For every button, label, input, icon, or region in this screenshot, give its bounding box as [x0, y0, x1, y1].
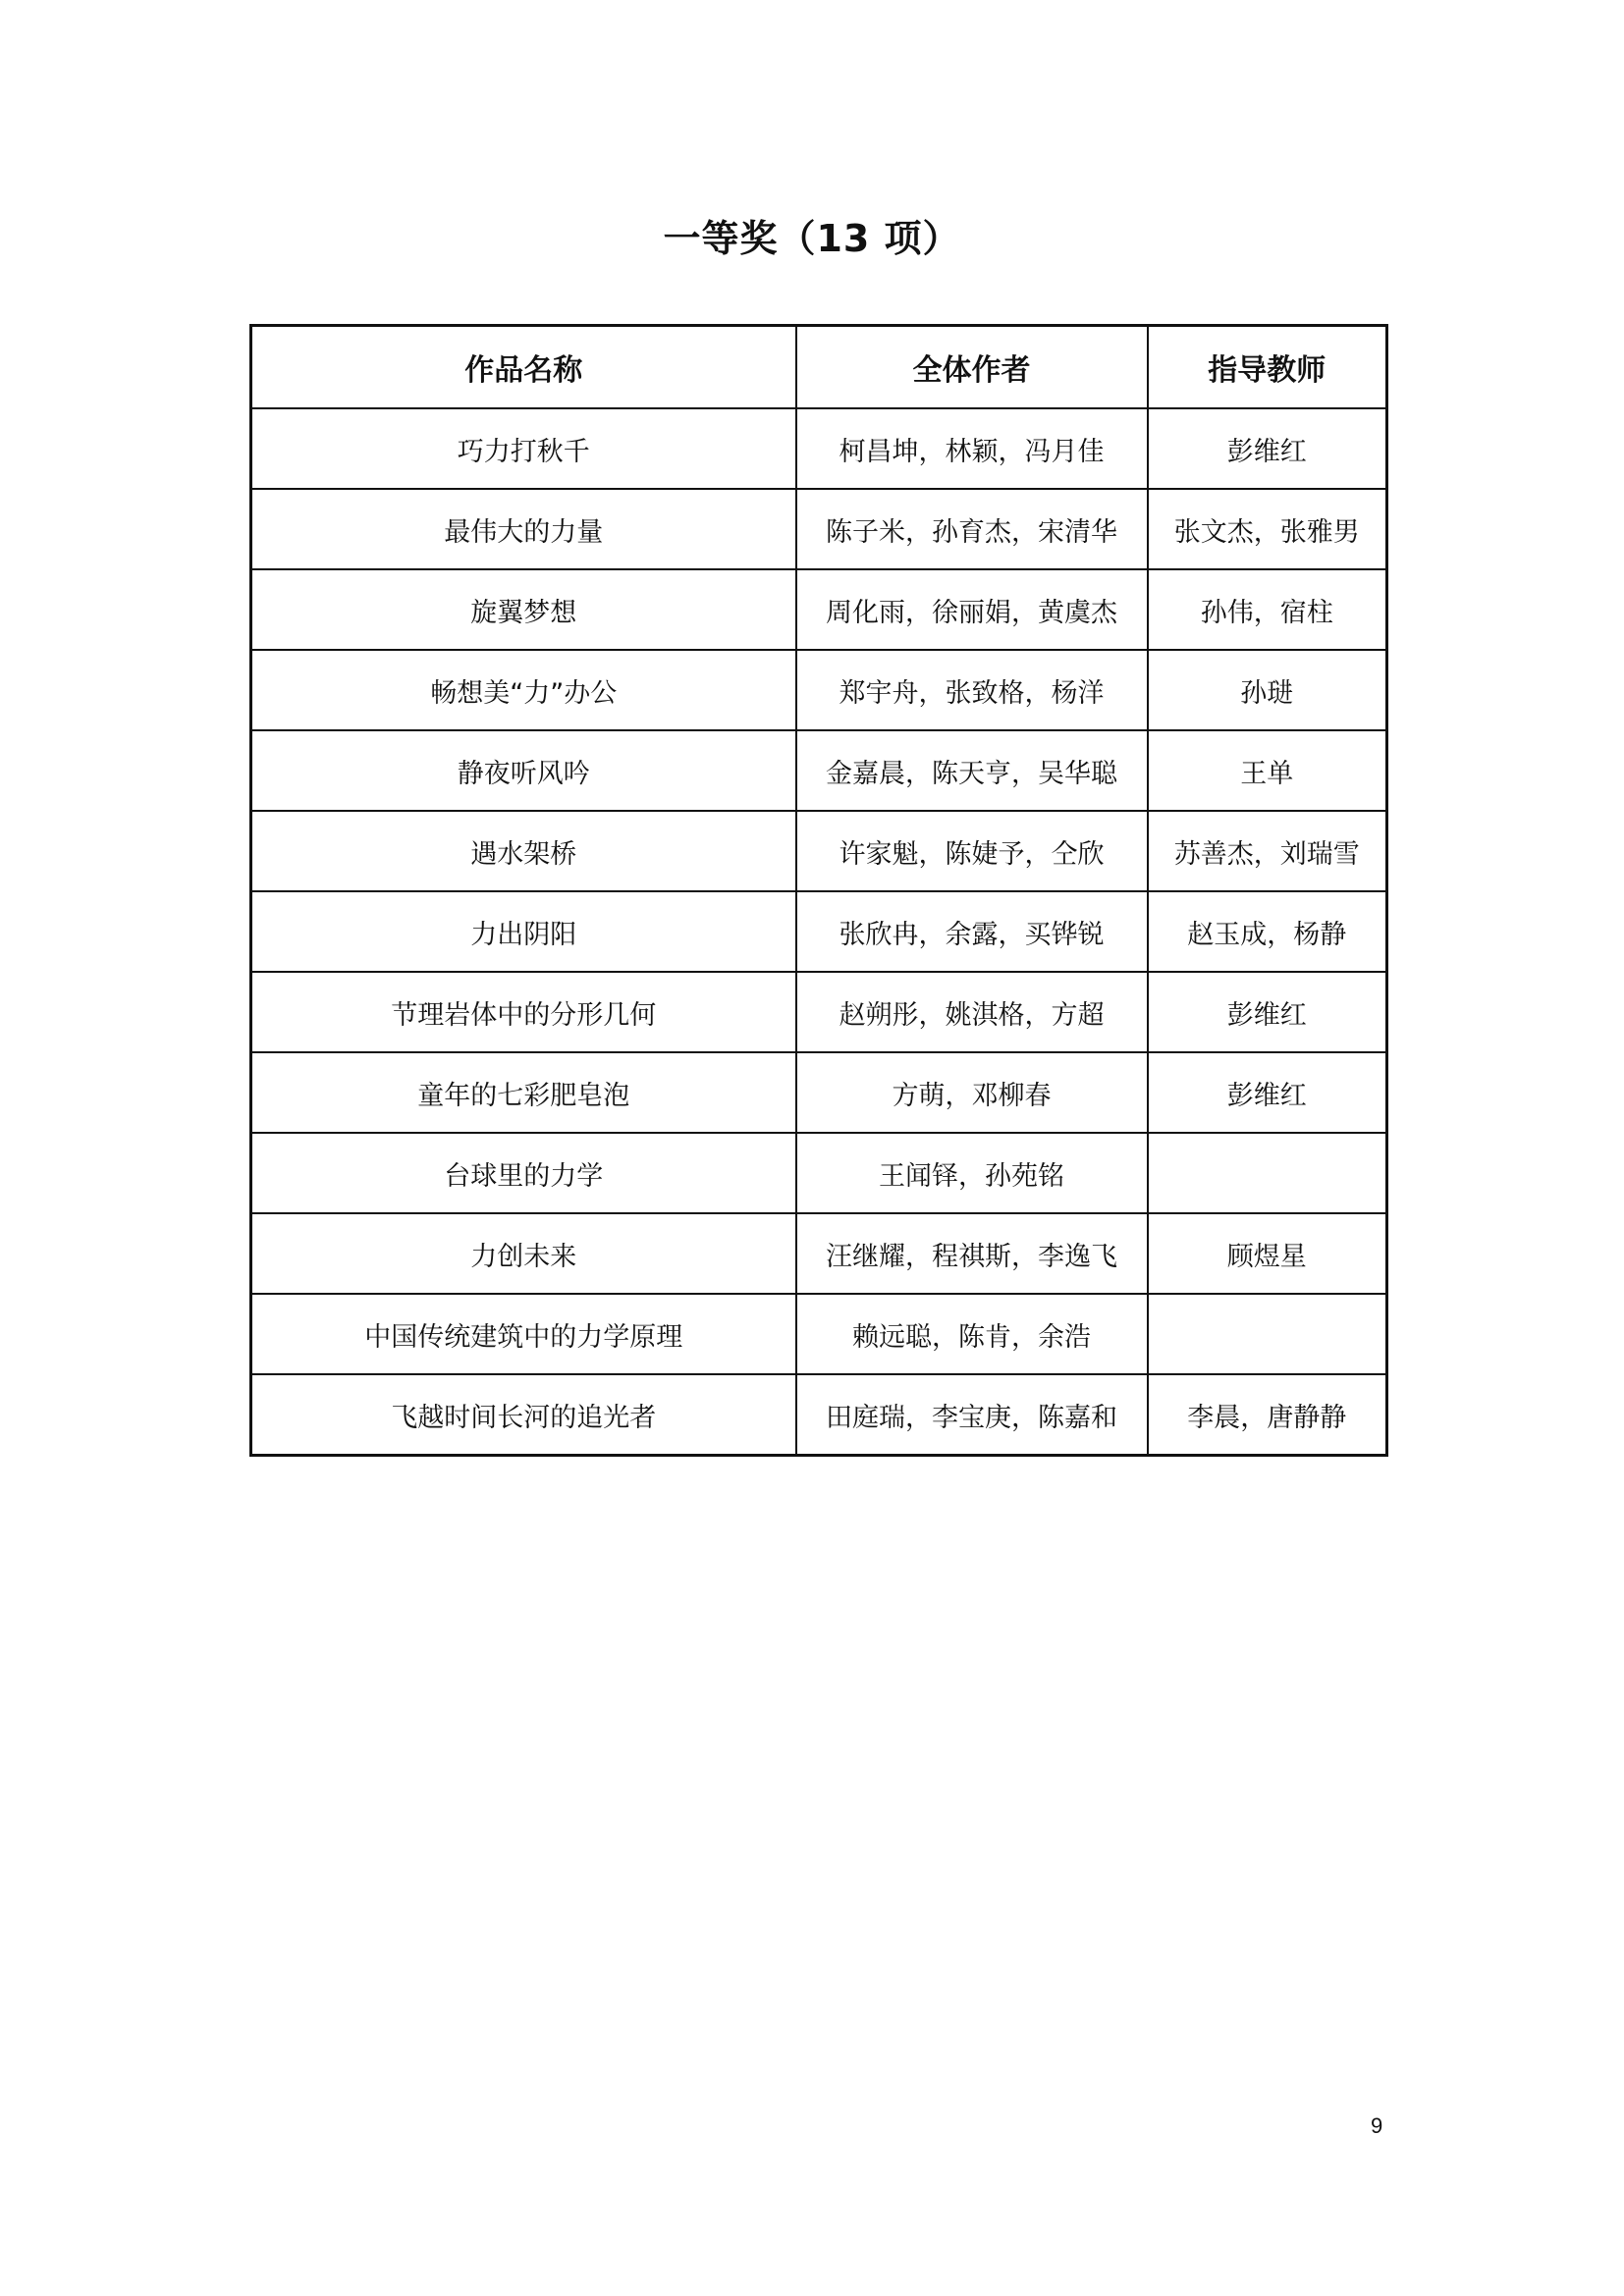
- cell-work-title: 畅想美“力”办公: [251, 650, 796, 730]
- table-body: [251, 408, 1387, 1456]
- cell-authors: 赖远聪，陈肯，余浩: [796, 1294, 1148, 1374]
- cell-advisor: 彭维红: [1148, 408, 1387, 489]
- cell-advisor: 张文杰，张雅男: [1148, 489, 1387, 569]
- table-row: [251, 730, 1387, 811]
- page-title: 一等奖（13 项）: [663, 217, 961, 260]
- cell-advisor: 顾煜星: [1148, 1213, 1387, 1294]
- cell-work-title: 中国传统建筑中的力学原理: [251, 1294, 796, 1374]
- table-row: [251, 1374, 1387, 1456]
- cell-work-title: 台球里的力学: [251, 1133, 796, 1213]
- cell-advisor: [1148, 1294, 1387, 1374]
- cell-work-title: 力创未来: [251, 1213, 796, 1294]
- cell-advisor: 彭维红: [1148, 972, 1387, 1052]
- header-advisor: 指导教师: [1148, 326, 1387, 409]
- cell-work-title: 童年的七彩肥皂泡: [251, 1052, 796, 1133]
- cell-advisor: 苏善杰，刘瑞雪: [1148, 811, 1387, 891]
- cell-authors: 王闻铎，孙苑铭: [796, 1133, 1148, 1213]
- page-number: 9: [1371, 2113, 1383, 2138]
- cell-advisor: 王单: [1148, 730, 1387, 811]
- table-row: [251, 972, 1387, 1052]
- table-row: [251, 811, 1387, 891]
- cell-advisor: 孙琎: [1148, 650, 1387, 730]
- cell-authors: 金嘉晨，陈天亨，吴华聪: [796, 730, 1148, 811]
- table-row: [251, 408, 1387, 489]
- cell-authors: 周化雨，徐丽娟，黄虞杰: [796, 569, 1148, 650]
- cell-advisor: 彭维红: [1148, 1052, 1387, 1133]
- cell-authors: 陈子米，孙育杰，宋清华: [796, 489, 1148, 569]
- cell-work-title: 静夜听风吟: [251, 730, 796, 811]
- header-work-title: 作品名称: [251, 326, 796, 409]
- cell-work-title: 遇水架桥: [251, 811, 796, 891]
- table-row: [251, 1052, 1387, 1133]
- table-row: [251, 891, 1387, 972]
- cell-authors: 许家魁，陈婕予，仝欣: [796, 811, 1148, 891]
- cell-work-title: 节理岩体中的分形几何: [251, 972, 796, 1052]
- table-row: [251, 1213, 1387, 1294]
- cell-authors: 张欣冉，余露，买铧锐: [796, 891, 1148, 972]
- cell-advisor: [1148, 1133, 1387, 1213]
- header-authors: 全体作者: [796, 326, 1148, 409]
- cell-work-title: 飞越时间长河的追光者: [251, 1374, 796, 1456]
- cell-advisor: 赵玉成，杨静: [1148, 891, 1387, 972]
- table-row: [251, 1294, 1387, 1374]
- table-row: [251, 650, 1387, 730]
- cell-advisor: 孙伟，宿柱: [1148, 569, 1387, 650]
- cell-work-title: 力出阴阳: [251, 891, 796, 972]
- cell-advisor: 李晨，唐静静: [1148, 1374, 1387, 1456]
- cell-authors: 田庭瑞，李宝庚，陈嘉和: [796, 1374, 1148, 1456]
- cell-authors: 赵朔彤，姚淇格，方超: [796, 972, 1148, 1052]
- table-header: [251, 326, 1387, 409]
- cell-work-title: 旋翼梦想: [251, 569, 796, 650]
- cell-authors: 汪继耀，程祺斯，李逸飞: [796, 1213, 1148, 1294]
- award-table: [249, 324, 1388, 1457]
- table-header-row: [251, 326, 1387, 409]
- cell-work-title: 巧力打秋千: [251, 408, 796, 489]
- cell-work-title: 最伟大的力量: [251, 489, 796, 569]
- table-row: [251, 489, 1387, 569]
- table-row: [251, 569, 1387, 650]
- table-row: [251, 1133, 1387, 1213]
- cell-authors: 柯昌坤，林颖，冯月佳: [796, 408, 1148, 489]
- cell-authors: 方萌，邓柳春: [796, 1052, 1148, 1133]
- cell-authors: 郑宇舟，张致格，杨洋: [796, 650, 1148, 730]
